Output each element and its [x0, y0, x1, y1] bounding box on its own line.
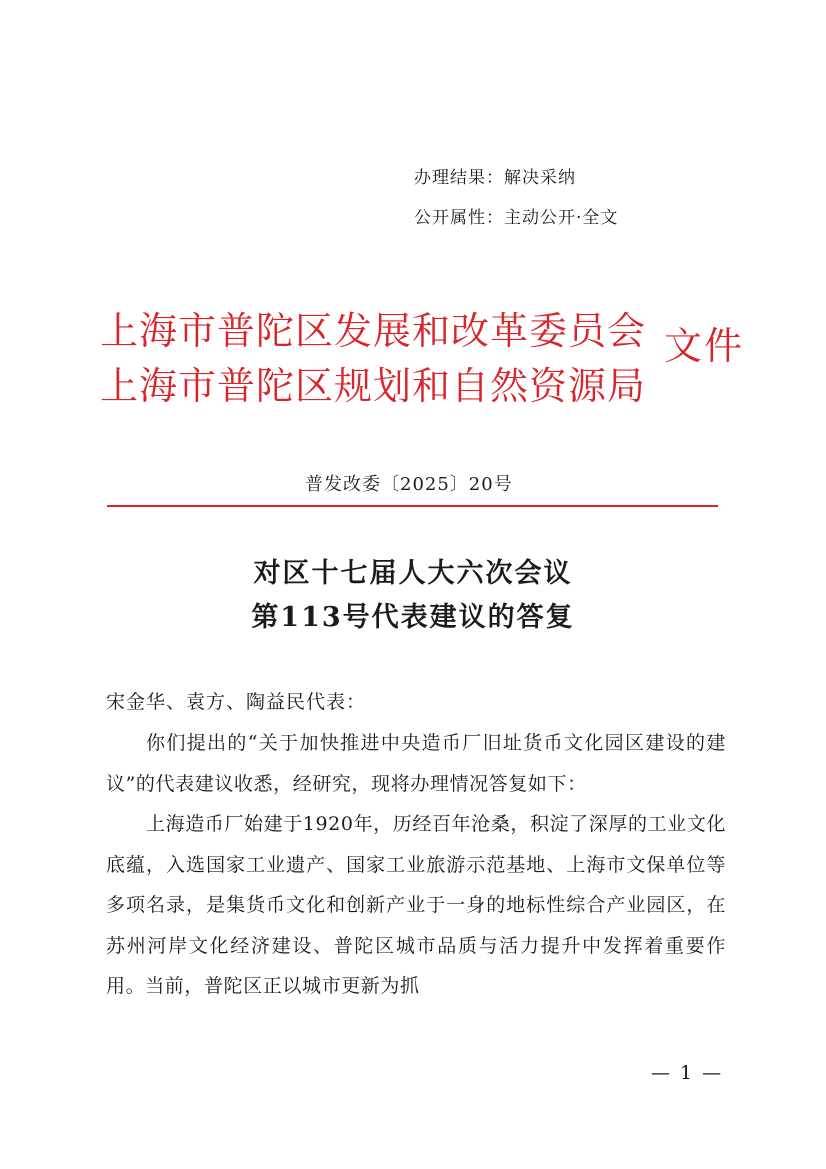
document-body: [106, 723, 726, 1007]
disclosure-attribute: 公开属性：主动公开·全文: [414, 208, 619, 228]
page-number: — 1 —: [651, 1062, 724, 1084]
salutation: 宋金华、袁方、陶益民代表：: [106, 691, 367, 713]
file-label: 文件: [664, 324, 745, 368]
body-paragraph: 你们提出的“关于加快推进中央造币厂旧址货币文化园区建设的建议”的代表建议收悉，经研究，现将办理情况答复如下：: [106, 732, 726, 795]
document-title-line-2: 第113号代表建议的答复: [251, 602, 575, 633]
document-number: 普发改委〔2025〕20号: [305, 474, 513, 495]
issuer-development-reform-commission: 上海市普陀区发展和改革委员会: [100, 309, 647, 353]
body-paragraph: 上海造币厂始建于1920年，历经百年沧桑，积淀了深厚的工业文化底蕴，入选国家工业遗产、国家工业旅游示范基地、上海市文保单位等多项名录，是集货币文化和创新产业于一身的地标性综合产业园区，在苏州河岸文化经济建设、普陀区城市品质与活力提升中发挥着重要作用。当前，普陀区正以城市更新为抓: [106, 813, 726, 997]
red-divider-line: [107, 505, 718, 507]
issuer-planning-resources-bureau: 上海市普陀区规划和自然资源局: [100, 364, 647, 408]
handling-result: 办理结果：解决采纳: [414, 168, 576, 188]
document-title-line-1: 对区十七届人大六次会议: [253, 558, 573, 589]
